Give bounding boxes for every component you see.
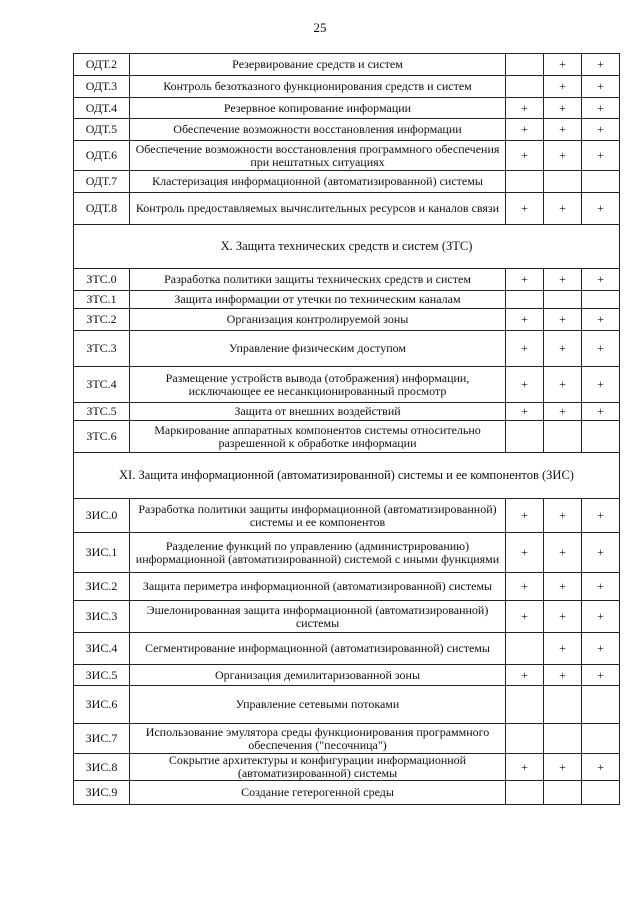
class-mark-3: +	[582, 98, 620, 119]
class-mark-1	[506, 76, 544, 98]
class-mark-3: +	[582, 665, 620, 686]
class-mark-2	[544, 291, 582, 309]
measure-title: Разработка политики защиты технических средств и систем	[130, 269, 506, 291]
table-row	[74, 533, 620, 573]
measure-title: Маркирование аппаратных компонентов системы относительно разрешенной к обработке информации	[130, 421, 506, 453]
class-mark-3: +	[582, 403, 620, 421]
class-mark-2: +	[544, 119, 582, 141]
class-mark-1	[506, 633, 544, 665]
class-mark-3: +	[582, 601, 620, 633]
class-mark-1: +	[506, 403, 544, 421]
table-row	[74, 686, 620, 724]
class-mark-2: +	[544, 269, 582, 291]
table-row	[74, 421, 620, 453]
class-mark-2	[544, 686, 582, 724]
table-row	[74, 754, 620, 781]
class-mark-2	[544, 421, 582, 453]
class-mark-1: +	[506, 601, 544, 633]
measure-code: ЗИС.8	[74, 754, 130, 781]
class-mark-1: +	[506, 98, 544, 119]
class-mark-3: +	[582, 193, 620, 225]
class-mark-2: +	[544, 141, 582, 171]
class-mark-2: +	[544, 193, 582, 225]
table-row	[74, 633, 620, 665]
class-mark-1: +	[506, 367, 544, 403]
table-row	[74, 367, 620, 403]
class-mark-3: +	[582, 141, 620, 171]
measure-title: Размещение устройств вывода (отображения) информации, исключающее ее несанкционированный просмотр	[130, 367, 506, 403]
class-mark-2: +	[544, 403, 582, 421]
class-mark-3	[582, 724, 620, 754]
measure-code: ЗТС.0	[74, 269, 130, 291]
measure-title: Защита информации от утечки по техническим каналам	[130, 291, 506, 309]
table-row	[74, 54, 620, 76]
class-mark-2	[544, 171, 582, 193]
measure-code: ЗТС.1	[74, 291, 130, 309]
class-mark-2: +	[544, 367, 582, 403]
class-mark-1	[506, 781, 544, 805]
class-mark-3: +	[582, 633, 620, 665]
table-row	[74, 98, 620, 119]
class-mark-1: +	[506, 573, 544, 601]
table-row	[74, 193, 620, 225]
table-row	[74, 573, 620, 601]
section-row	[74, 225, 620, 269]
class-mark-2: +	[544, 573, 582, 601]
class-mark-3: +	[582, 331, 620, 367]
measure-title: Сокрытие архитектуры и конфигурации информационной (автоматизированной) системы	[130, 754, 506, 781]
class-mark-1: +	[506, 269, 544, 291]
measure-code: ОДТ.2	[74, 54, 130, 76]
table-row	[74, 76, 620, 98]
measure-title: Контроль безотказного функционирования средств и систем	[130, 76, 506, 98]
measure-title: Защита периметра информационной (автоматизированной) системы	[130, 573, 506, 601]
table-row	[74, 291, 620, 309]
measures-table-body	[74, 54, 620, 805]
class-mark-3: +	[582, 76, 620, 98]
table-row	[74, 403, 620, 421]
class-mark-1: +	[506, 309, 544, 331]
measure-code: ЗТС.3	[74, 331, 130, 367]
class-mark-1	[506, 686, 544, 724]
measure-code: ОДТ.5	[74, 119, 130, 141]
class-mark-3: +	[582, 367, 620, 403]
table-row	[74, 171, 620, 193]
class-mark-2: +	[544, 309, 582, 331]
measure-code: ЗТС.6	[74, 421, 130, 453]
measure-title: Обеспечение возможности восстановления информации	[130, 119, 506, 141]
table-row	[74, 601, 620, 633]
measure-title: Защита от внешних воздействий	[130, 403, 506, 421]
class-mark-2: +	[544, 754, 582, 781]
table-row	[74, 269, 620, 291]
section-title: XI. Защита информационной (автоматизированной) системы и ее компонентов (ЗИС)	[74, 453, 620, 499]
measure-code: ЗИС.4	[74, 633, 130, 665]
class-mark-1	[506, 291, 544, 309]
table-row	[74, 724, 620, 754]
measure-title: Управление сетевыми потоками	[130, 686, 506, 724]
class-mark-1	[506, 54, 544, 76]
class-mark-1	[506, 724, 544, 754]
table-row	[74, 665, 620, 686]
measure-title: Сегментирование информационной (автоматизированной) системы	[130, 633, 506, 665]
measure-title: Обеспечение возможности восстановления программного обеспечения при нештатных ситуациях	[130, 141, 506, 171]
class-mark-3: +	[582, 54, 620, 76]
measure-title: Организация контролируемой зоны	[130, 309, 506, 331]
class-mark-3	[582, 171, 620, 193]
measure-code: ОДТ.3	[74, 76, 130, 98]
measure-code: ЗТС.2	[74, 309, 130, 331]
class-mark-2	[544, 724, 582, 754]
class-mark-3: +	[582, 533, 620, 573]
class-mark-3	[582, 421, 620, 453]
table-row	[74, 119, 620, 141]
measure-code: ЗИС.1	[74, 533, 130, 573]
class-mark-2: +	[544, 665, 582, 686]
measure-title: Контроль предоставляемых вычислительных ресурсов и каналов связи	[130, 193, 506, 225]
measure-code: ЗИС.0	[74, 499, 130, 533]
class-mark-1	[506, 421, 544, 453]
measure-code: ОДТ.7	[74, 171, 130, 193]
class-mark-2: +	[544, 633, 582, 665]
class-mark-3	[582, 781, 620, 805]
class-mark-3: +	[582, 754, 620, 781]
measure-title: Создание гетерогенной среды	[130, 781, 506, 805]
measure-code: ЗТС.5	[74, 403, 130, 421]
measure-title: Резервное копирование информации	[130, 98, 506, 119]
class-mark-1: +	[506, 119, 544, 141]
class-mark-1: +	[506, 754, 544, 781]
measure-title: Эшелонированная защита информационной (автоматизированной) системы	[130, 601, 506, 633]
class-mark-2: +	[544, 533, 582, 573]
class-mark-3: +	[582, 119, 620, 141]
measure-title: Организация демилитаризованной зоны	[130, 665, 506, 686]
measures-table	[73, 53, 620, 805]
measure-code: ЗИС.9	[74, 781, 130, 805]
class-mark-1: +	[506, 141, 544, 171]
measure-code: ОДТ.8	[74, 193, 130, 225]
class-mark-1: +	[506, 499, 544, 533]
class-mark-3	[582, 291, 620, 309]
measure-code: ЗТС.4	[74, 367, 130, 403]
measure-code: ЗИС.5	[74, 665, 130, 686]
class-mark-2: +	[544, 54, 582, 76]
class-mark-1: +	[506, 193, 544, 225]
measure-title: Использование эмулятора среды функционирования программного обеспечения ("песочница")	[130, 724, 506, 754]
class-mark-1: +	[506, 665, 544, 686]
table-row	[74, 499, 620, 533]
class-mark-1: +	[506, 533, 544, 573]
table-row	[74, 309, 620, 331]
measure-title: Разделение функций по управлению (администрированию) информационной (автоматизированной) системой с иными функциями	[130, 533, 506, 573]
class-mark-2	[544, 781, 582, 805]
measure-title: Резервирование средств и систем	[130, 54, 506, 76]
measure-code: ОДТ.4	[74, 98, 130, 119]
class-mark-2: +	[544, 601, 582, 633]
table-row	[74, 781, 620, 805]
page-number: 25	[313, 20, 327, 35]
class-mark-3: +	[582, 309, 620, 331]
table-row	[74, 331, 620, 367]
measure-code: ЗИС.7	[74, 724, 130, 754]
section-title: X. Защита технических средств и систем (ЗТС)	[74, 225, 620, 269]
measure-title: Разработка политики защиты информационной (автоматизированной) системы и ее компонентов	[130, 499, 506, 533]
class-mark-3: +	[582, 499, 620, 533]
measure-code: ЗИС.2	[74, 573, 130, 601]
measure-code: ЗИС.6	[74, 686, 130, 724]
class-mark-1	[506, 171, 544, 193]
table-row	[74, 141, 620, 171]
class-mark-2: +	[544, 76, 582, 98]
class-mark-2: +	[544, 331, 582, 367]
class-mark-2: +	[544, 499, 582, 533]
measure-code: ОДТ.6	[74, 141, 130, 171]
measure-title: Кластеризация информационной (автоматизированной) системы	[130, 171, 506, 193]
measure-code: ЗИС.3	[74, 601, 130, 633]
class-mark-2: +	[544, 98, 582, 119]
class-mark-1: +	[506, 331, 544, 367]
measure-title: Управление физическим доступом	[130, 331, 506, 367]
class-mark-3: +	[582, 573, 620, 601]
section-row	[74, 453, 620, 499]
class-mark-3	[582, 686, 620, 724]
class-mark-3: +	[582, 269, 620, 291]
